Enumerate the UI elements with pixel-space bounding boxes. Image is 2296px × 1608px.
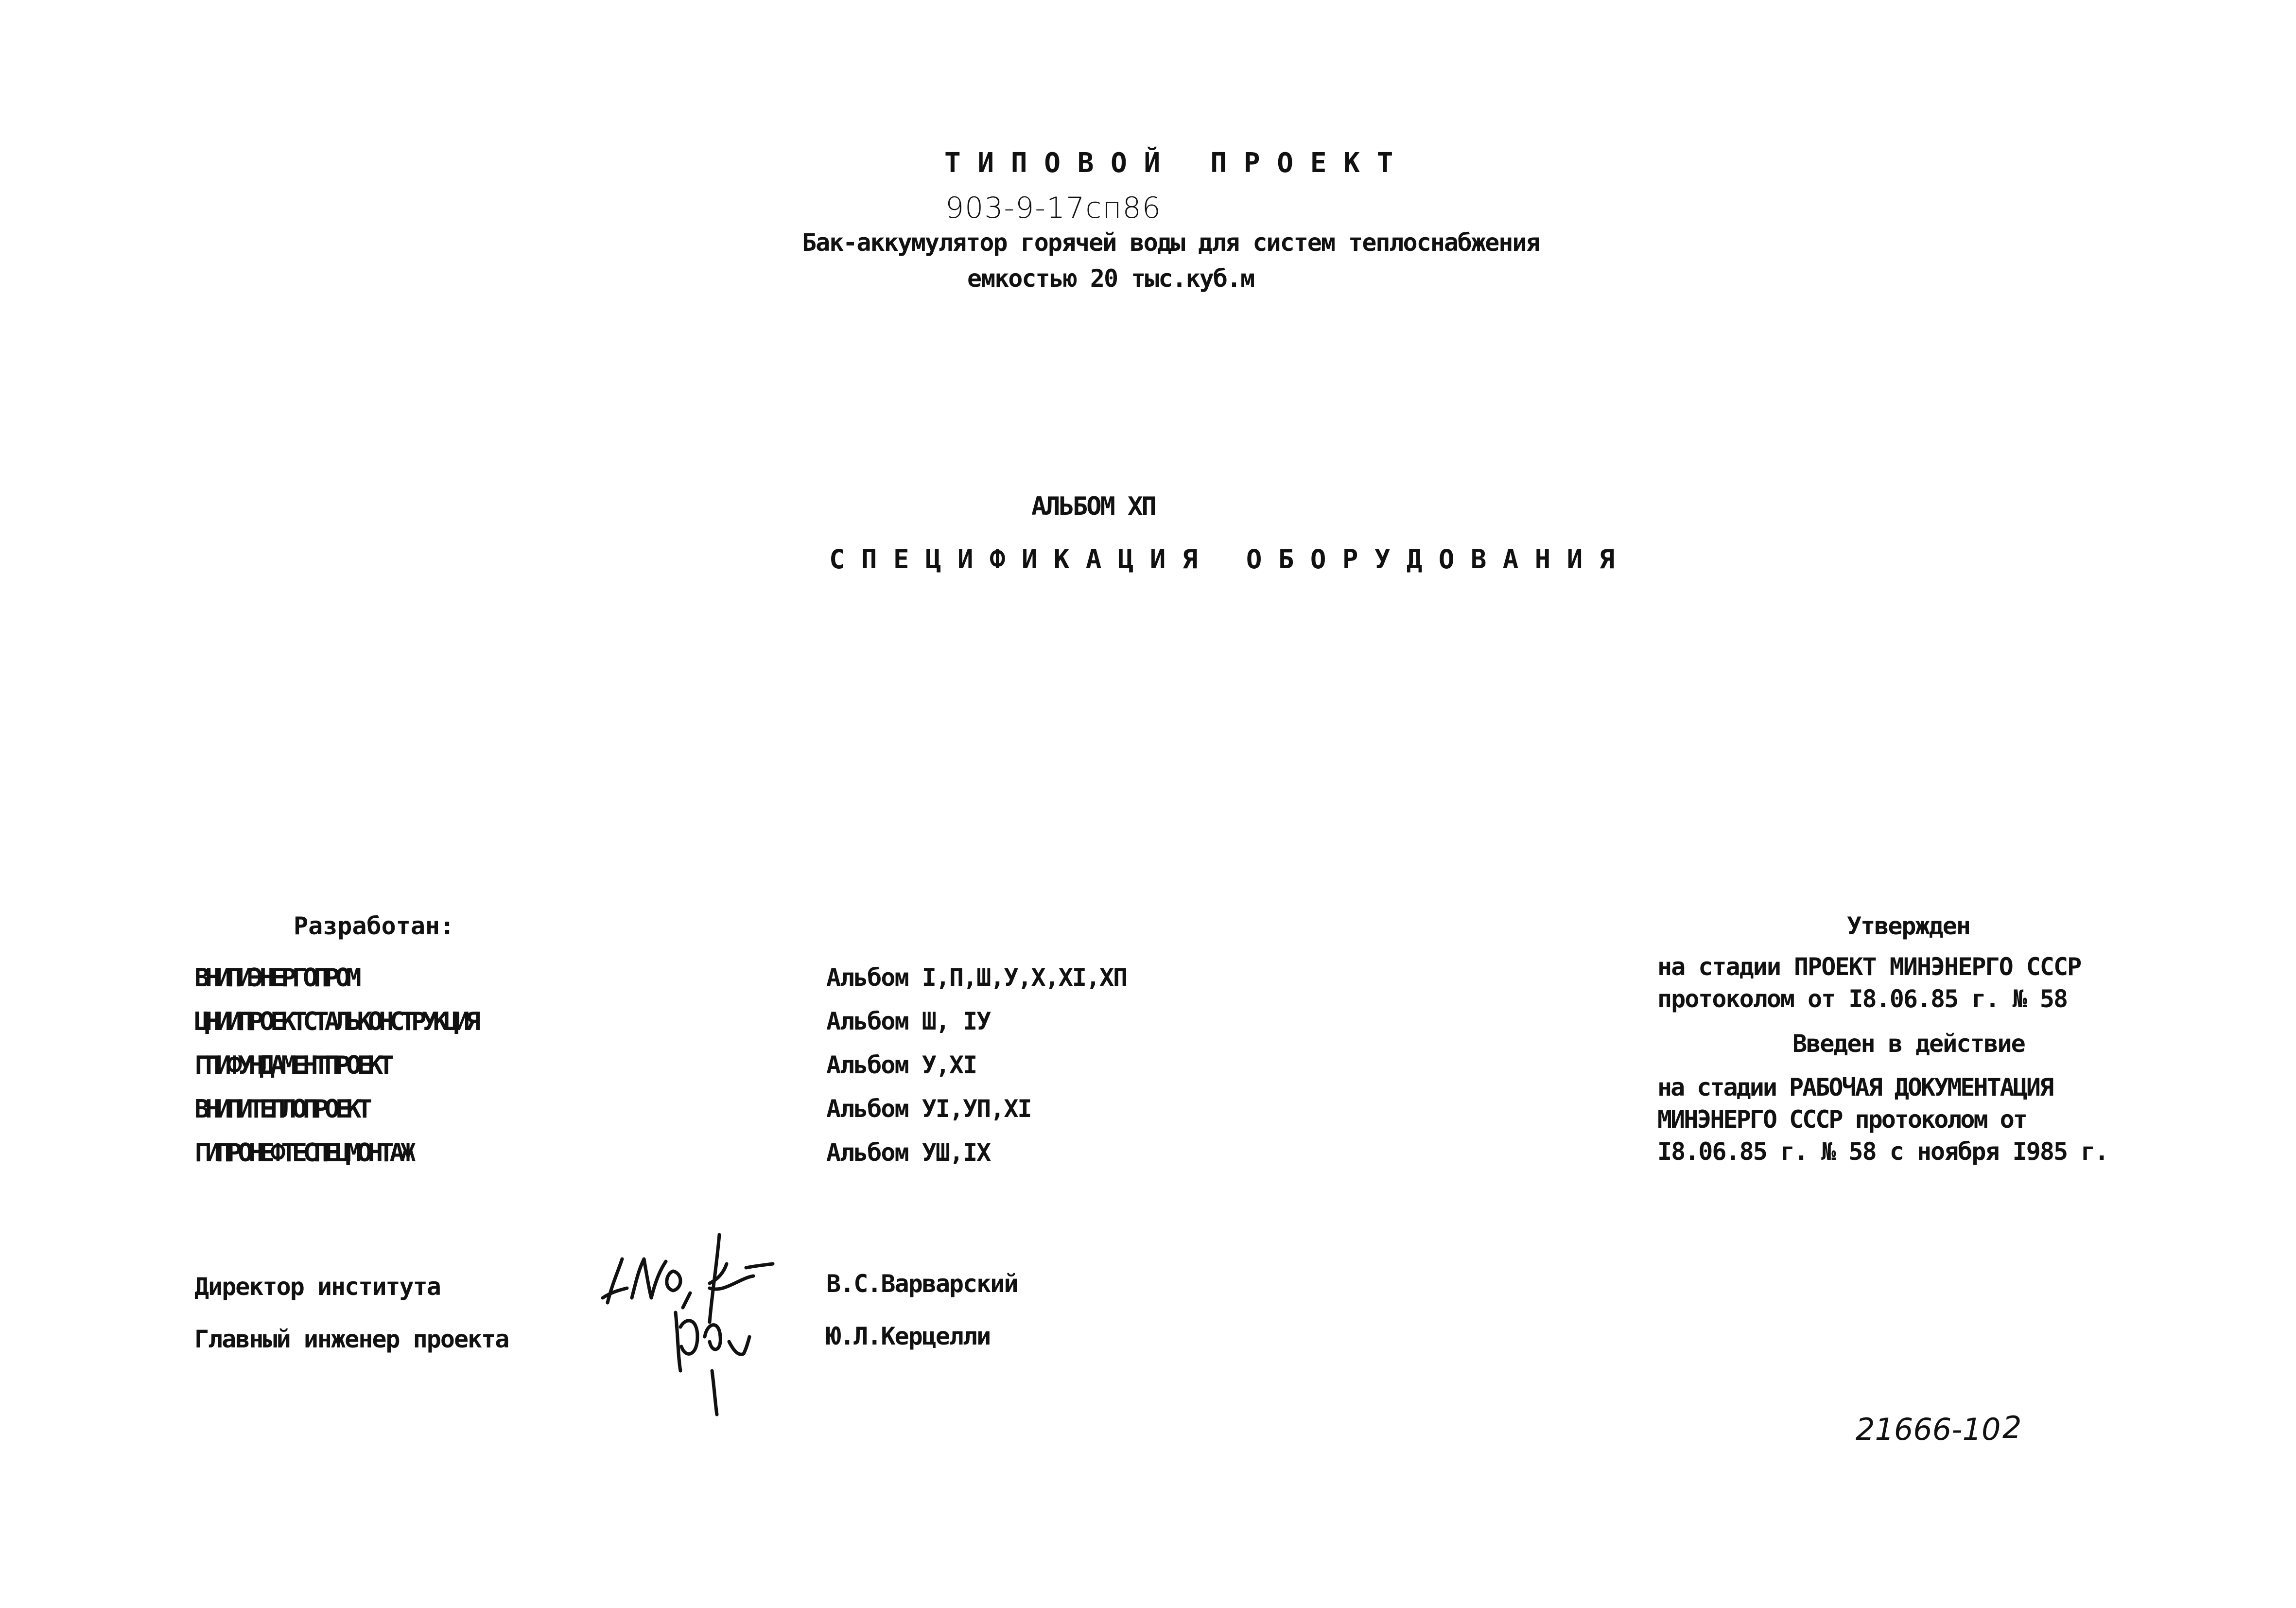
- album-name: СПЕЦИФИКАЦИЯ ОБОРУДОВАНИЯ: [829, 544, 1631, 575]
- developer-org: ЦНИИПРОЕКТСТАЛЬКОНСТРУКЦИЯ: [194, 1007, 476, 1036]
- album-number: АЛЬБОМ ХП: [1031, 492, 1155, 521]
- developer-org: ГИПРОНЕФТЕСПЕЦМОНТАЖ: [194, 1138, 412, 1168]
- developer-albums: Альбом У,XI: [826, 1051, 977, 1079]
- stamp-number: 21666-10: [1856, 1412, 2001, 1447]
- approved-line2: протоколом от I8.06.85 г. № 58: [1657, 985, 2068, 1013]
- enacted-heading: Введен в действие: [1792, 1030, 2025, 1058]
- sheet-number: 2: [2002, 1410, 2022, 1445]
- chief-engineer-name: Ю.Л.Керцелли: [826, 1322, 991, 1350]
- chief-engineer-role: Главный инженер проекта: [194, 1325, 509, 1353]
- director-name: В.С.Варварский: [826, 1270, 1018, 1298]
- developed-heading: Разработан:: [294, 912, 455, 940]
- developer-albums: Альбом Ш, IУ: [826, 1007, 991, 1035]
- developer-org: ВНИПИЭНЕРГОПРОМ: [194, 963, 357, 993]
- director-role: Директор института: [194, 1273, 440, 1301]
- developer-org: ГПИФУНДАМЕНТПРОЕКТ: [194, 1051, 390, 1080]
- project-code: 903-9-17сп86: [945, 191, 1162, 225]
- project-type: ТИПОВОЙ ПРОЕКТ: [944, 147, 1410, 179]
- developer-albums: Альбом I,П,Ш,У,X,XI,ХП: [826, 963, 1127, 992]
- approved-heading: Утвержден: [1847, 912, 1970, 940]
- developer-albums: Альбом УI,УП,XI: [826, 1095, 1031, 1123]
- approved-line1: на стадии ПРОЕКТ МИНЭНЕРГО СССР: [1657, 953, 2081, 981]
- developer-org: ВНИПИТЕПЛОПРОЕКТ: [194, 1095, 368, 1124]
- project-title-line1: Бак-аккумулятор горячей воды для систем теплоснабжения: [802, 228, 1540, 257]
- handwritten-signature: [593, 1225, 787, 1419]
- developer-albums: Альбом УШ,IX: [826, 1138, 991, 1167]
- project-title-line2: емкостью 20 тыс.куб.м: [967, 264, 1254, 293]
- enacted-line3: I8.06.85 г. № 58 с ноября I985 г.: [1657, 1137, 2108, 1166]
- header-block: [0, 147, 2296, 179]
- enacted-line2: МИНЭНЕРГО СССР протоколом от: [1657, 1105, 2026, 1134]
- enacted-line1: на стадии РАБОЧАЯ ДОКУМЕНТАЦИЯ: [1657, 1073, 2053, 1101]
